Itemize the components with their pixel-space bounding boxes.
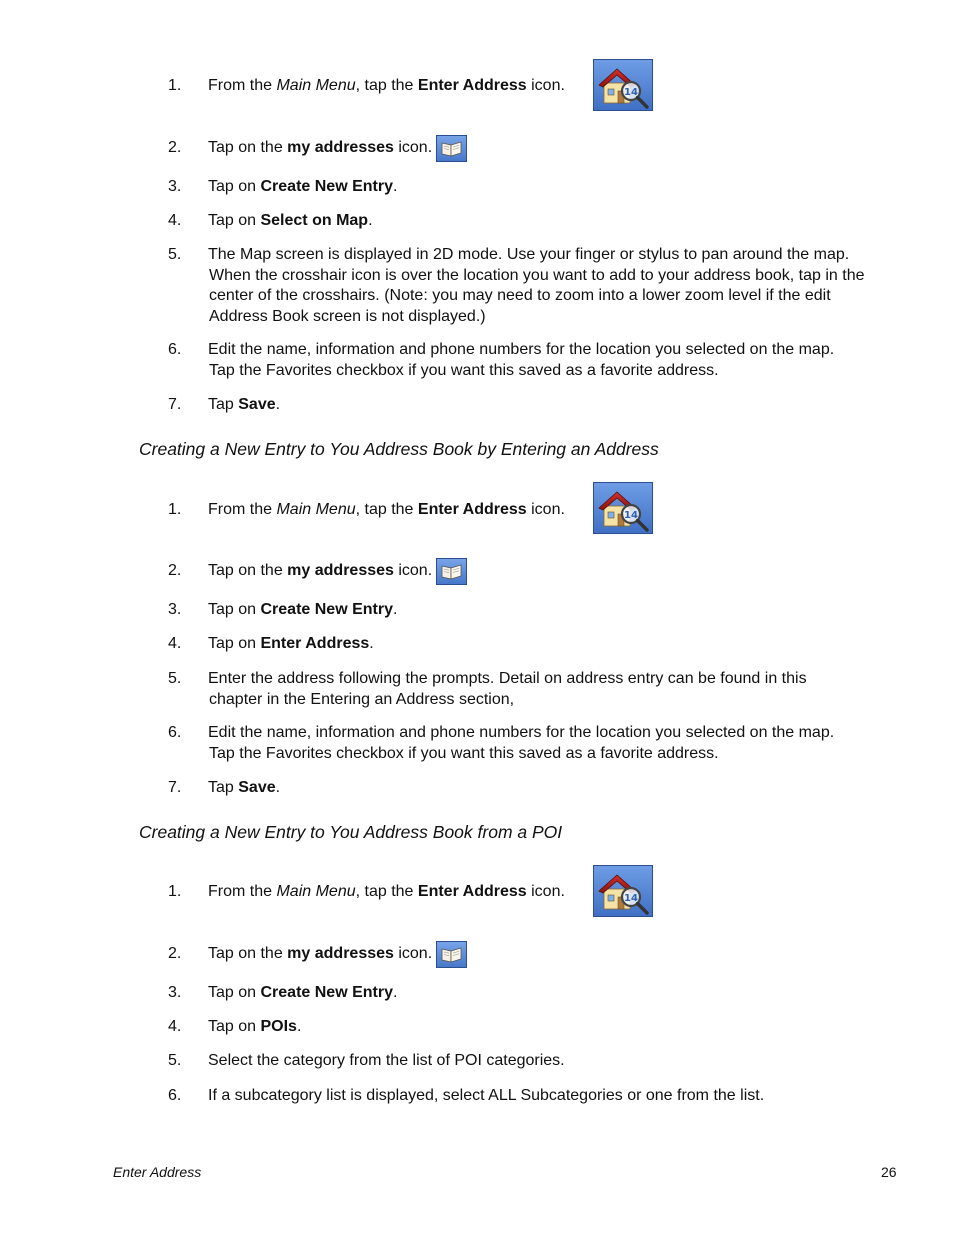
svg-text:14: 14 — [624, 893, 638, 904]
svg-text:14: 14 — [624, 87, 638, 98]
step-text: Enter the address following the prompts. Detail on address entry can be found in this chapter in the Entering an Address section, — [208, 670, 807, 708]
step-number: 7. — [168, 396, 182, 413]
step-number: 6. — [168, 341, 182, 358]
section-heading: Creating a New Entry to You Address Book by Entering an Address — [139, 439, 659, 459]
step-text: Tap Save. — [208, 779, 281, 796]
step-text: Tap Save. — [208, 396, 281, 413]
step-number: 3. — [168, 601, 182, 618]
step-text: From the Main Menu, tap the Enter Address icon. — [208, 883, 565, 900]
step-number: 1. — [168, 883, 182, 900]
step-text: Select the category from the list of POI categories. — [208, 1052, 565, 1069]
step-number: 4. — [168, 635, 182, 652]
step-text: The Map screen is displayed in 2D mode. Use your finger or stylus to pan around the map. When the crosshair icon is over the location you want to add to your address book, tap in the center of the crosshairs. (Note: you may need to zoom into a lower zoom level if the edit Address Book screen is not displayed.) — [208, 246, 865, 325]
step-text: Tap on Create New Entry. — [208, 178, 398, 195]
step-number: 5. — [168, 670, 182, 687]
step-text: Tap on Enter Address. — [208, 635, 374, 652]
footer-page-number: 26 — [881, 1164, 897, 1180]
step-text: If a subcategory list is displayed, select ALL Subcategories or one from the list. — [208, 1087, 765, 1104]
my-addresses-icon — [436, 941, 467, 968]
step-number: 7. — [168, 779, 182, 796]
enter-address-icon — [593, 865, 653, 917]
step-text: Tap on the my addresses icon. — [208, 945, 433, 962]
step-number: 1. — [168, 501, 182, 518]
step-number: 3. — [168, 178, 182, 195]
svg-text:14: 14 — [624, 510, 638, 521]
step-number: 2. — [168, 562, 182, 579]
my-addresses-icon — [436, 558, 467, 585]
step-text: Tap on Select on Map. — [208, 212, 373, 229]
step-text: Tap on Create New Entry. — [208, 601, 398, 618]
step-text: Edit the name, information and phone numbers for the location you selected on the map. Tap the Favorites checkbox if you want this saved as a favorite address. — [208, 341, 835, 379]
step-text: Tap on Create New Entry. — [208, 984, 398, 1001]
step-number: 3. — [168, 984, 182, 1001]
section-heading: Creating a New Entry to You Address Book from a POI — [139, 822, 563, 842]
step-number: 1. — [168, 77, 182, 94]
step-text: Tap on the my addresses icon. — [208, 139, 433, 156]
step-text: From the Main Menu, tap the Enter Address icon. — [208, 501, 565, 518]
step-number: 2. — [168, 139, 182, 156]
step-number: 4. — [168, 1018, 182, 1035]
step-number: 6. — [168, 1087, 182, 1104]
enter-address-icon — [593, 482, 653, 534]
step-text: Tap on the my addresses icon. — [208, 562, 433, 579]
step-number: 5. — [168, 1052, 182, 1069]
footer-section-title: Enter Address — [113, 1164, 202, 1180]
step-number: 6. — [168, 724, 182, 741]
step-number: 2. — [168, 945, 182, 962]
step-number: 5. — [168, 246, 182, 263]
step-text: Tap on POIs. — [208, 1018, 302, 1035]
step-text: Edit the name, information and phone numbers for the location you selected on the map. Tap the Favorites checkbox if you want this saved as a favorite address. — [208, 724, 835, 762]
my-addresses-icon — [436, 135, 467, 162]
enter-address-icon — [593, 59, 653, 111]
step-number: 4. — [168, 212, 182, 229]
step-text: From the Main Menu, tap the Enter Address icon. — [208, 77, 565, 94]
